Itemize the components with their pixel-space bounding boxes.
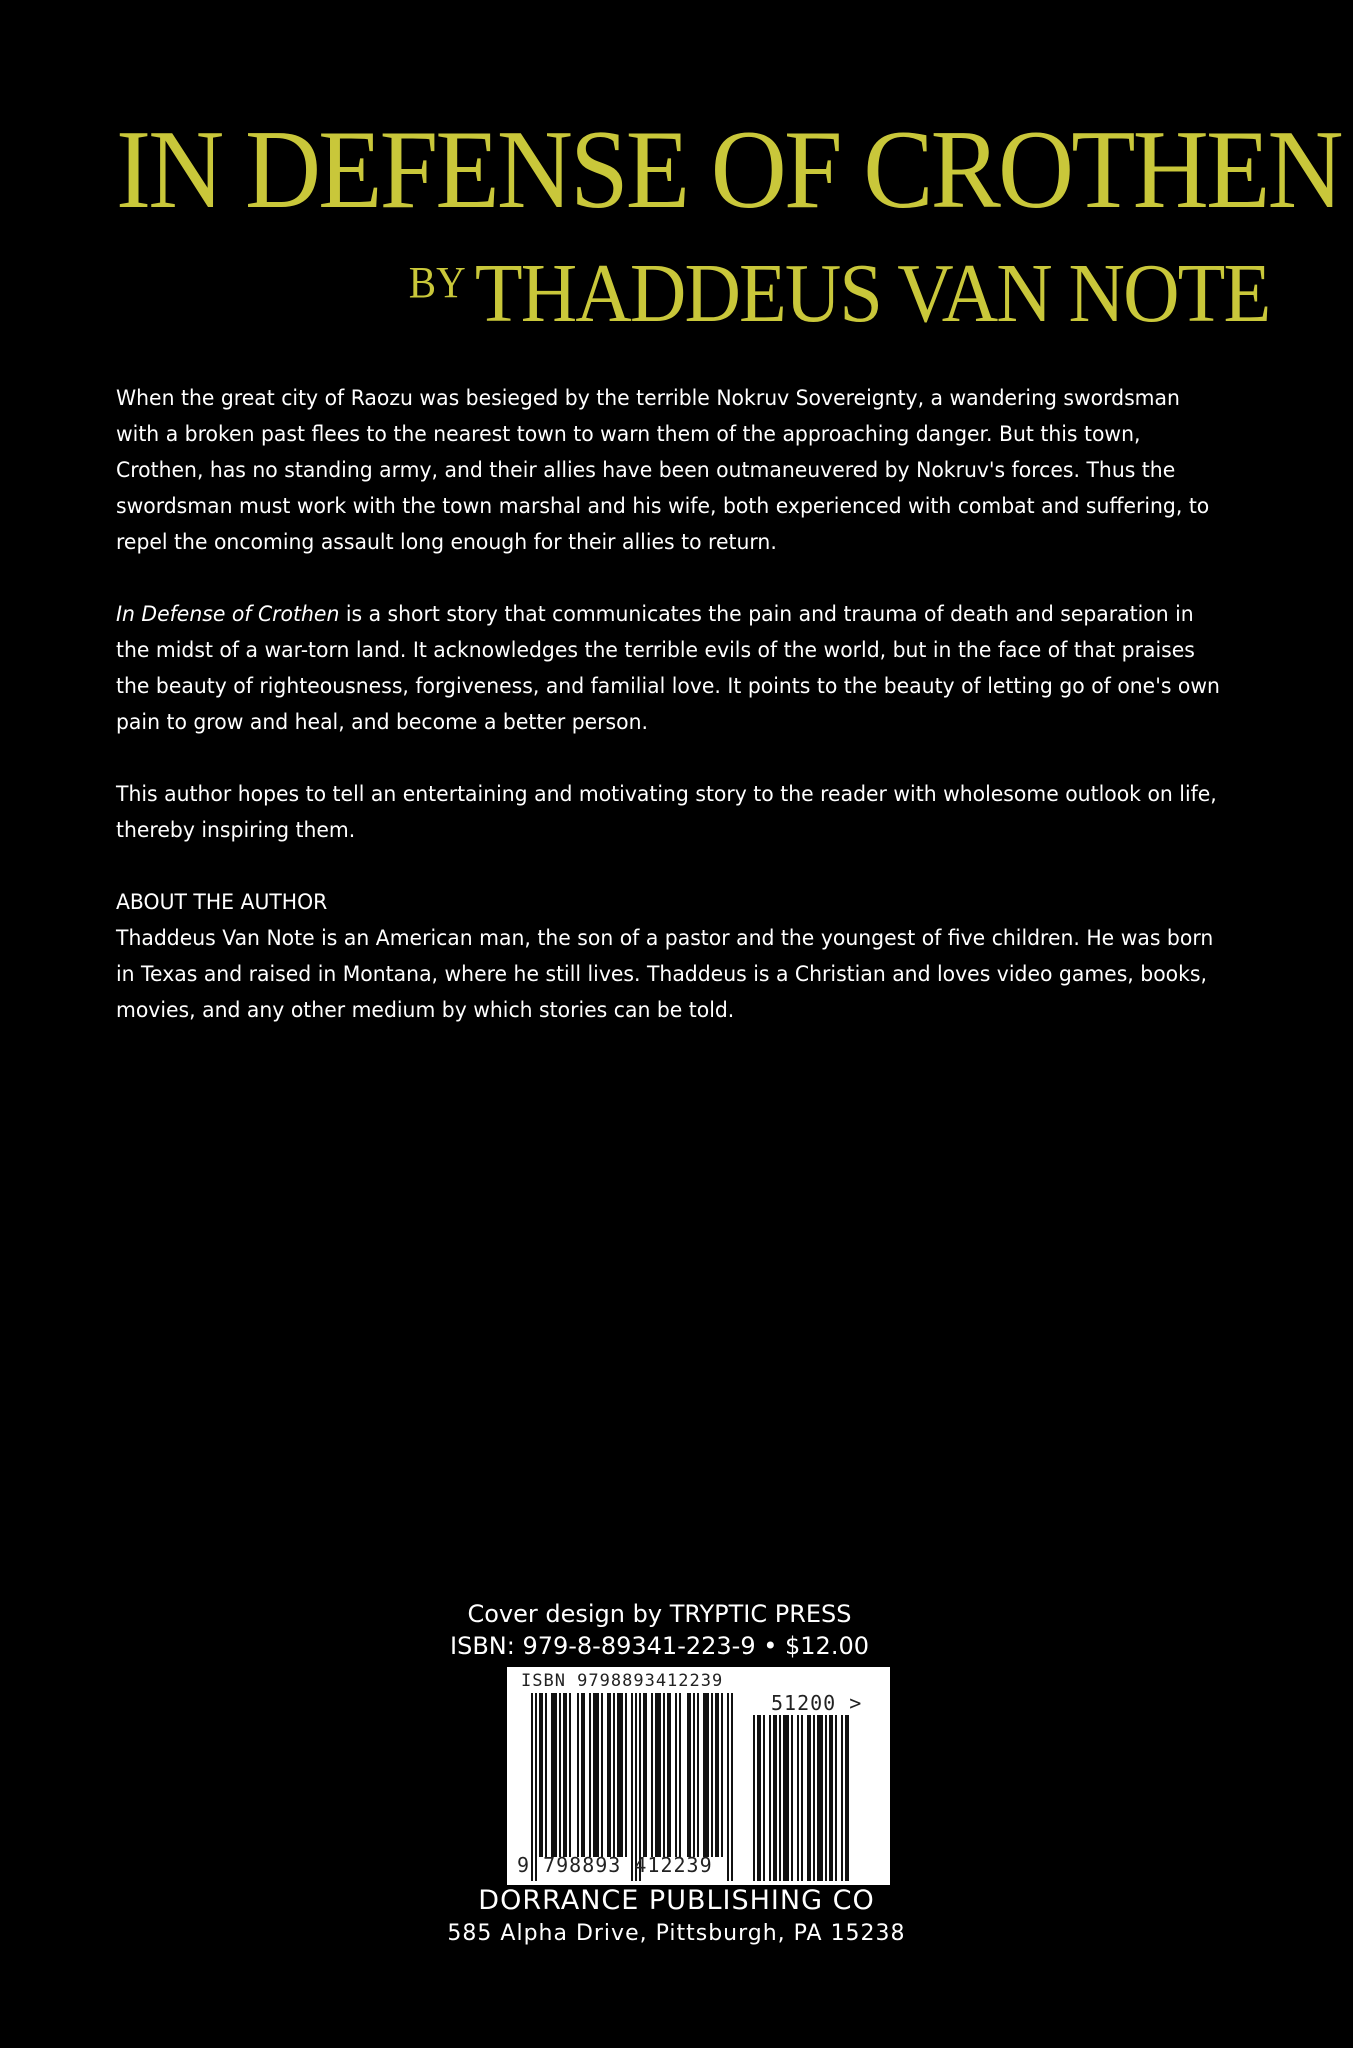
publisher-name: DORRANCE PUBLISHING CO	[478, 1885, 875, 1916]
blurb-paragraph-3: This author hopes to tell an entertaining and motivating story to the reader with wholesome outlook on life, thereby inspiring them.	[116, 782, 1217, 842]
barcode-human-readable: 9 798893 412239	[517, 1853, 713, 1877]
cover-design-credit: Cover design by TRYPTIC PRESS	[467, 1600, 852, 1628]
publisher-block	[0, 1884, 1353, 1950]
isbn-price: ISBN: 979-8-89341-223-9 • $12.00	[450, 1632, 869, 1660]
isbn-barcode	[507, 1667, 890, 1885]
barcode-addon-digits: 51200 >	[771, 1691, 863, 1715]
byline-by: BY	[408, 258, 466, 307]
blurb-book-title-italic: In Defense of Crothen	[116, 602, 340, 626]
barcode-isbn-label: ISBN 9798893412239	[521, 1671, 724, 1691]
barcode-addon-bars	[753, 1715, 863, 1881]
book-title: IN DEFENSE OF CROTHEN	[116, 108, 1341, 232]
about-author-text: Thaddeus Van Note is an American man, the son of a pastor and the youngest of five children. He was born in Texas and raised in Montana, where he still lives. Thaddeus is a Christian and loves video games, books, movies, and any other medium by which stories can be told.	[116, 926, 1214, 1022]
back-cover-blurb	[116, 380, 1228, 1028]
author-name: THADDEUS VAN NOTE	[474, 247, 1269, 340]
blurb-paragraph-2	[116, 596, 1228, 740]
blurb-paragraph-1: When the great city of Raozu was besieged by the terrible Nokruv Sovereignty, a wandering swordsman with a broken past flees to the nearest town to warn them of the approaching danger. But this town, Crothen, has no standing army, and their allies have been outmaneuvered by Nokruv's forces. Thus the swordsman must work with the town marshal and his wife, both experienced with combat and suffering, to repel the oncoming assault long enough for their allies to return.	[116, 386, 1210, 554]
author-byline	[408, 238, 1269, 359]
credits-block	[0, 1598, 1353, 1662]
about-author-heading: ABOUT THE AUTHOR	[116, 890, 328, 914]
publisher-address: 585 Alpha Drive, Pittsburgh, PA 15238	[447, 1921, 906, 1946]
blurb-paragraph-2-text: is a short story that communicates the pain and trauma of death and separation in the midst of a war-torn land. It acknowledges the terrible evils of the world, but in the face of that praises the beauty of righteousness, forgiveness, and familial love. It points to the beauty of letting go of one's own pain to grow and heal, and become a better person.	[116, 602, 1220, 734]
